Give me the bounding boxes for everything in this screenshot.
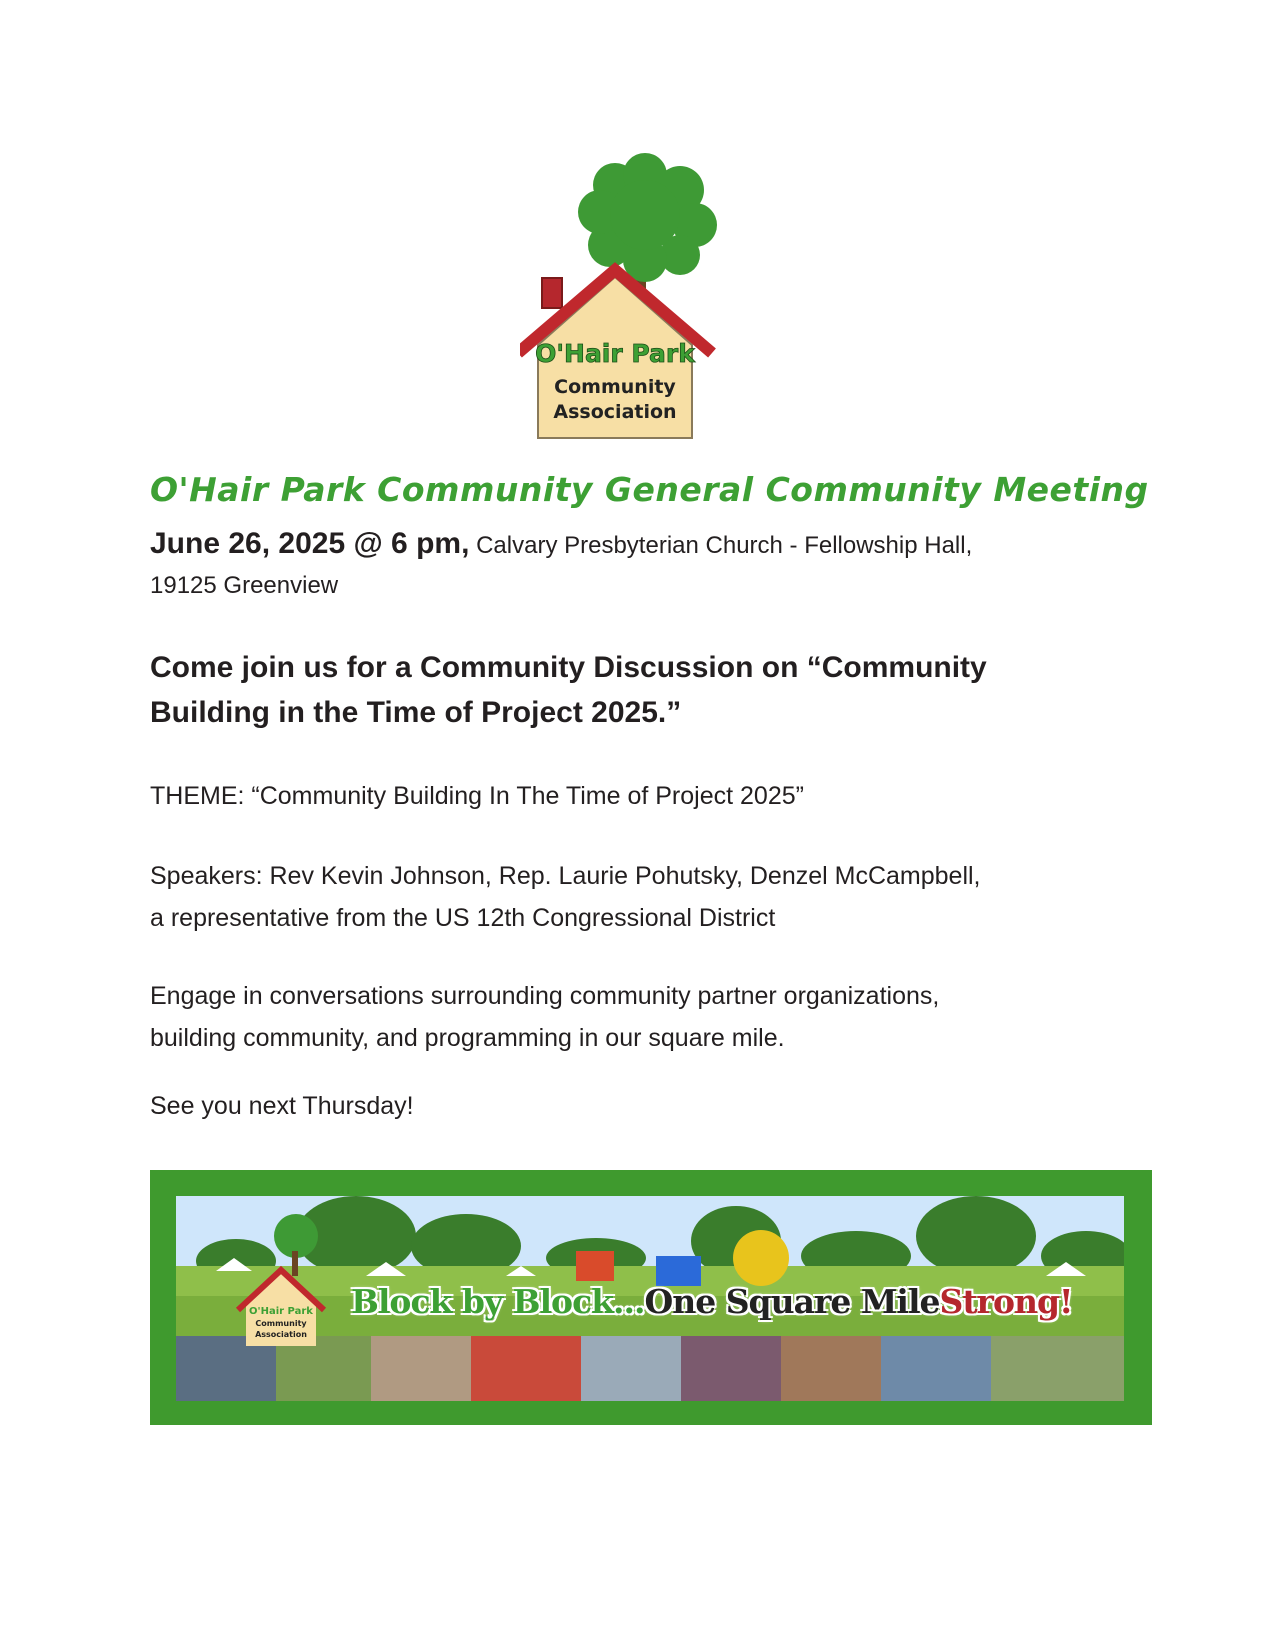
discussion-invite bbox=[150, 645, 1110, 735]
logo-name-line1: O'Hair Park bbox=[535, 339, 695, 368]
banner-logo-line2: Community bbox=[255, 1319, 307, 1328]
slogan-part3: Strong! bbox=[939, 1282, 1073, 1321]
slogan-part2: One Square Mile bbox=[644, 1282, 940, 1321]
speakers-line2: a representative from the US 12th Congressional District bbox=[150, 904, 776, 932]
meeting-location: Calvary Presbyterian Church - Fellowship Hall, bbox=[469, 532, 973, 559]
speakers-line1: Speakers: Rev Kevin Johnson, Rep. Laurie Pohutsky, Denzel McCampbell, bbox=[150, 862, 981, 890]
slogan-part1: Block by Block... bbox=[351, 1282, 645, 1321]
logo-name-line3: Association bbox=[553, 401, 677, 423]
meeting-title: O'Hair Park Community General Community Meeting bbox=[150, 470, 1149, 509]
meeting-address: 19125 Greenview bbox=[150, 572, 339, 599]
discussion-line2: Building in the Time of Project 2025.” bbox=[150, 696, 682, 729]
theme-text: THEME: “Community Building In The Time of Project 2025” bbox=[150, 782, 804, 810]
community-banner bbox=[150, 1170, 1152, 1425]
logo-name-line2: Community bbox=[554, 376, 676, 398]
speakers-text bbox=[150, 855, 1130, 939]
engage-line2: building community, and programming in our square mile. bbox=[150, 1024, 785, 1052]
closing-text: See you next Thursday! bbox=[150, 1092, 414, 1120]
discussion-line1: Come join us for a Community Discussion on “Community bbox=[150, 651, 987, 684]
meeting-details bbox=[150, 524, 1150, 606]
banner-slogan bbox=[351, 1282, 1073, 1321]
banner-photo-collage bbox=[176, 1196, 1124, 1401]
meeting-date-time: June 26, 2025 @ 6 pm, bbox=[150, 527, 470, 560]
engage-line1: Engage in conversations surrounding community partner organizations, bbox=[150, 982, 940, 1010]
association-logo bbox=[520, 150, 720, 460]
engage-text bbox=[150, 975, 1130, 1059]
banner-logo-line3: Association bbox=[255, 1330, 307, 1339]
house-tree-logo-graphic bbox=[520, 150, 720, 460]
banner-logo-line1: O'Hair Park bbox=[249, 1306, 313, 1317]
